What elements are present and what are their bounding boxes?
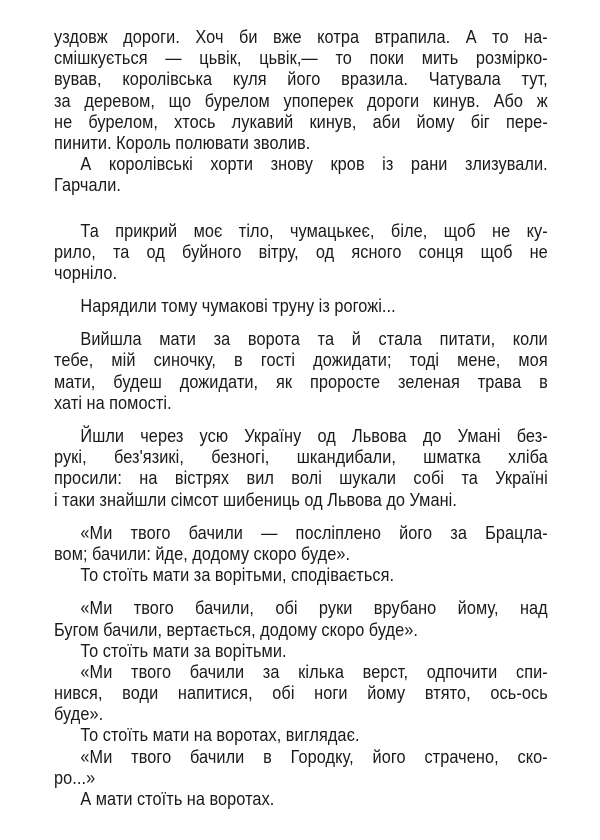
word: нився, [54,682,103,704]
word: мати [159,328,196,350]
text-line [54,522,548,543]
word: трава [477,370,522,392]
word: через [140,425,184,446]
word: од [304,488,323,510]
word: в [263,745,272,767]
word: од [317,425,336,446]
word: куля [232,68,267,90]
word: дороги. [123,26,180,47]
word: проросте [309,370,381,392]
word: кинув. [432,89,480,111]
word: цьвік,— [259,47,318,69]
word: ро...» [54,766,96,788]
word: ось-ось [490,682,548,704]
word: Нарядили [80,295,157,317]
paragraph-spacer [54,585,548,597]
word: мати [152,639,190,661]
text-line [54,241,548,262]
word: вертається, [166,618,256,640]
word: цьвік, [199,47,242,69]
paragraph [54,746,548,788]
text-line [54,543,548,564]
word: йому [367,682,406,704]
text-line [54,489,548,510]
word: стоїть [102,639,149,661]
word: питати, [439,328,496,350]
word: сподівається. [291,564,395,586]
word: тому [161,295,198,317]
word: То [80,564,99,586]
word: буде». [54,703,104,725]
text-line [54,724,548,745]
text-line [54,564,548,585]
word: за [54,89,71,111]
word: на [193,724,213,746]
word: воротах. [209,788,275,809]
word: знайшли [99,488,167,510]
text-line [54,47,548,68]
word: Та [80,219,99,241]
word: королівська [122,68,213,90]
word: полювати [175,131,249,153]
word: труну [272,295,315,317]
text-line [54,392,548,413]
word: бачили, [195,597,255,619]
word: кров [330,153,365,175]
text-line [54,111,548,132]
word: моє [193,219,223,241]
word: за [262,660,280,682]
word: воротах, [216,724,282,746]
word: То [80,639,99,661]
text-line [54,349,548,370]
word: Чатувала [428,68,501,90]
word: ворітьми. [214,639,287,661]
paragraph-spacer [54,283,548,295]
text-line [54,619,548,640]
word: його [372,745,406,767]
word: рани [410,153,448,175]
word: щоб [480,240,513,262]
text-line [54,425,548,446]
word: кинув, [309,110,357,132]
word: хаті [54,391,83,413]
text-line [54,220,548,241]
word: злизували. [464,153,548,175]
word: Городку, [290,745,354,767]
word: то [492,26,509,47]
word: смішкується [54,47,148,69]
word: бачили [189,660,245,682]
paragraph [54,661,548,725]
word: й [351,328,361,350]
word: буде». [368,618,419,640]
word: не [54,110,73,132]
word: «Ми [80,597,113,619]
word: Гарчали. [54,174,122,196]
word: рило, [54,240,96,262]
text-line [54,295,548,316]
word: од [315,240,335,262]
word: твого [131,660,172,682]
word: дожидати; [313,349,392,371]
text-line [54,767,548,788]
text-line [54,446,548,467]
word: уздовж [54,26,108,47]
word: над [519,597,548,619]
word: — [261,521,278,543]
word: ско- [517,745,548,767]
word: моя [518,349,548,371]
word: Або [493,89,524,111]
word: ноги [314,682,348,704]
word: без'язикі, [114,446,184,468]
word: мати [95,788,133,809]
word: на- [524,26,548,47]
word: твого [130,521,171,543]
word: мить [421,47,459,69]
word: коли [512,328,548,350]
word: спи- [515,660,548,682]
word: вістрях [174,467,230,489]
word: стоїть [102,724,149,746]
paragraph [54,425,548,510]
word: вом; [54,542,88,564]
word: до [422,425,442,446]
word: таки [62,488,96,510]
word: руки [318,597,353,619]
word: мій [111,349,136,371]
word: його [287,68,321,90]
word: чумакові [201,295,268,317]
word: йому, [457,597,499,619]
word: до [386,488,406,510]
paragraph [54,788,548,809]
word: та [112,240,130,262]
word: що [168,89,192,111]
word: Умані. [409,488,457,510]
word: вував, [54,68,102,90]
word: Львова [327,488,382,510]
word: не [529,240,548,262]
word: собі [413,467,445,489]
word: дороги [366,89,420,111]
word: ку- [526,219,548,241]
word: виглядає. [285,724,360,746]
word: тебе, [54,349,94,371]
word: бачили, [103,618,163,640]
text-line [54,467,548,488]
word: «Ми [80,745,113,767]
word: із [318,295,330,317]
word: верст, [362,660,409,682]
word: А [465,26,477,47]
paragraph [54,724,548,745]
word: вітру, [258,240,299,262]
word: стоїть [102,564,149,586]
word: просили: [54,467,122,489]
word: пинити. [54,131,112,153]
word: деревом, [84,89,155,111]
text-line [54,90,548,111]
word: і [54,488,58,510]
word: вразила. [341,68,409,90]
word: Україні [495,467,548,489]
word: сонця [418,240,464,262]
word: би [238,26,258,47]
word: Брацла- [485,521,548,543]
word: од [146,240,165,262]
text-line [54,640,548,661]
word: в [234,349,243,371]
text-line [54,746,548,767]
word: розмірко- [475,47,548,69]
text-line [54,597,548,618]
word: за [213,328,231,350]
word: бурелом, [88,110,159,132]
word: біг [470,110,490,132]
paragraph-spacer [54,413,548,425]
word: скоро [321,618,365,640]
word: А [80,153,92,175]
paragraph [54,597,548,639]
word: аби [372,110,401,132]
word: будеш [113,370,162,392]
word: упоперек [283,89,354,111]
word: посліплено [295,521,381,543]
paragraph [54,564,548,585]
paragraph-spacer [54,196,548,220]
word: за [450,521,468,543]
word: щоб [443,219,476,241]
word: на [139,467,158,489]
word: вже [273,26,302,47]
word: мати [152,724,190,746]
word: Україну [244,425,302,446]
word: мати [152,564,190,586]
word: бурелом [204,89,270,111]
word: поки [369,47,405,69]
word: мене, [457,349,501,371]
word: «Ми [80,521,113,543]
word: ворота [247,328,301,350]
word: стала [378,328,423,350]
word: прикрий [115,219,178,241]
word: дожидати, [179,370,259,392]
word: мати, [54,370,96,392]
word: та [461,467,478,489]
word: чумацькеє, [289,219,375,241]
word: зеленая [398,370,460,392]
word: із [382,153,394,175]
word: йде, [155,542,188,564]
word: пере- [505,110,548,132]
text-line [54,328,548,349]
word: Хоч [195,26,224,47]
word: на [186,788,206,809]
word: тіло, [238,219,274,241]
word: — [165,47,182,69]
word: сімсот [170,488,219,510]
text-line [54,661,548,682]
word: Вийшла [80,328,142,350]
paragraph-spacer [54,510,548,522]
word: котра [317,26,360,47]
word: тоді [409,349,440,371]
word: вил [246,467,274,489]
word: волі [291,467,322,489]
word: втято, [424,682,471,704]
word: не [492,219,511,241]
word: шукали [339,467,397,489]
word: шкандибали, [296,446,396,468]
word: додому [260,618,317,640]
word: стоїть [136,788,183,809]
word: страчено, [424,745,499,767]
text-line [54,682,548,703]
word: біле, [390,219,428,241]
word: бачили [188,521,243,543]
paragraph [54,328,548,413]
word: кілька [298,660,344,682]
word: додому [192,542,250,564]
word: королівські [108,153,193,175]
word: води [122,682,159,704]
word: ж [536,89,548,111]
word: знову [270,153,313,175]
text-line [54,703,548,724]
word: йому [416,110,455,132]
text-line [54,132,548,153]
word: та [317,328,335,350]
word: його [399,521,433,543]
word: ворітьми, [214,564,287,586]
document-page [54,26,548,809]
word: буде». [300,542,351,564]
word: безногі, [211,446,270,468]
word: помості. [109,391,172,413]
word: Король [116,131,171,153]
paragraph-spacer [54,316,548,328]
word: Йшли [80,425,125,446]
word: тут, [521,68,548,90]
text-line [54,68,548,89]
paragraph [54,153,548,195]
word: рукі, [54,446,87,468]
word: в [539,370,548,392]
word: Львова [351,425,407,446]
word: рогожі... [334,295,396,317]
word: чорніло. [54,261,118,283]
word: Умані [457,425,501,446]
word: скоро [253,542,297,564]
word: одпочити [426,660,498,682]
word: синочку, [153,349,217,371]
word: То [80,724,99,746]
word: хтось [174,110,216,132]
word: то [335,47,352,69]
word: за [193,639,211,661]
word: зволив. [253,131,311,153]
word: без- [516,425,548,446]
word: А [80,788,92,809]
word: врубано [373,597,437,619]
word: «Ми [80,660,113,682]
word: твого [131,745,172,767]
word: обі [275,597,298,619]
word: шматка [423,446,481,468]
word: бачили: [91,542,151,564]
word: за [193,564,211,586]
word: буйного [182,240,242,262]
paragraph [54,640,548,661]
word: Бугом [54,618,99,640]
text-line [54,262,548,283]
word: втрапила. [374,26,451,47]
text-line [54,174,548,195]
text-line [54,153,548,174]
word: обі [272,682,295,704]
word: хорти [210,153,254,175]
word: гості [260,349,296,371]
word: напитися, [177,682,253,704]
text-line [54,26,548,47]
word: лукавий [231,110,294,132]
text-line [54,371,548,392]
word: усю [199,425,229,446]
paragraph [54,220,548,284]
paragraph [54,26,548,153]
word: шибениць [223,488,301,510]
word: бачили [190,745,245,767]
paragraph [54,522,548,564]
word: ясного [351,240,402,262]
text-line [54,788,548,809]
word: твого [133,597,174,619]
word: хліба [508,446,548,468]
word: як [276,370,293,392]
paragraph [54,295,548,316]
word: на [86,391,105,413]
